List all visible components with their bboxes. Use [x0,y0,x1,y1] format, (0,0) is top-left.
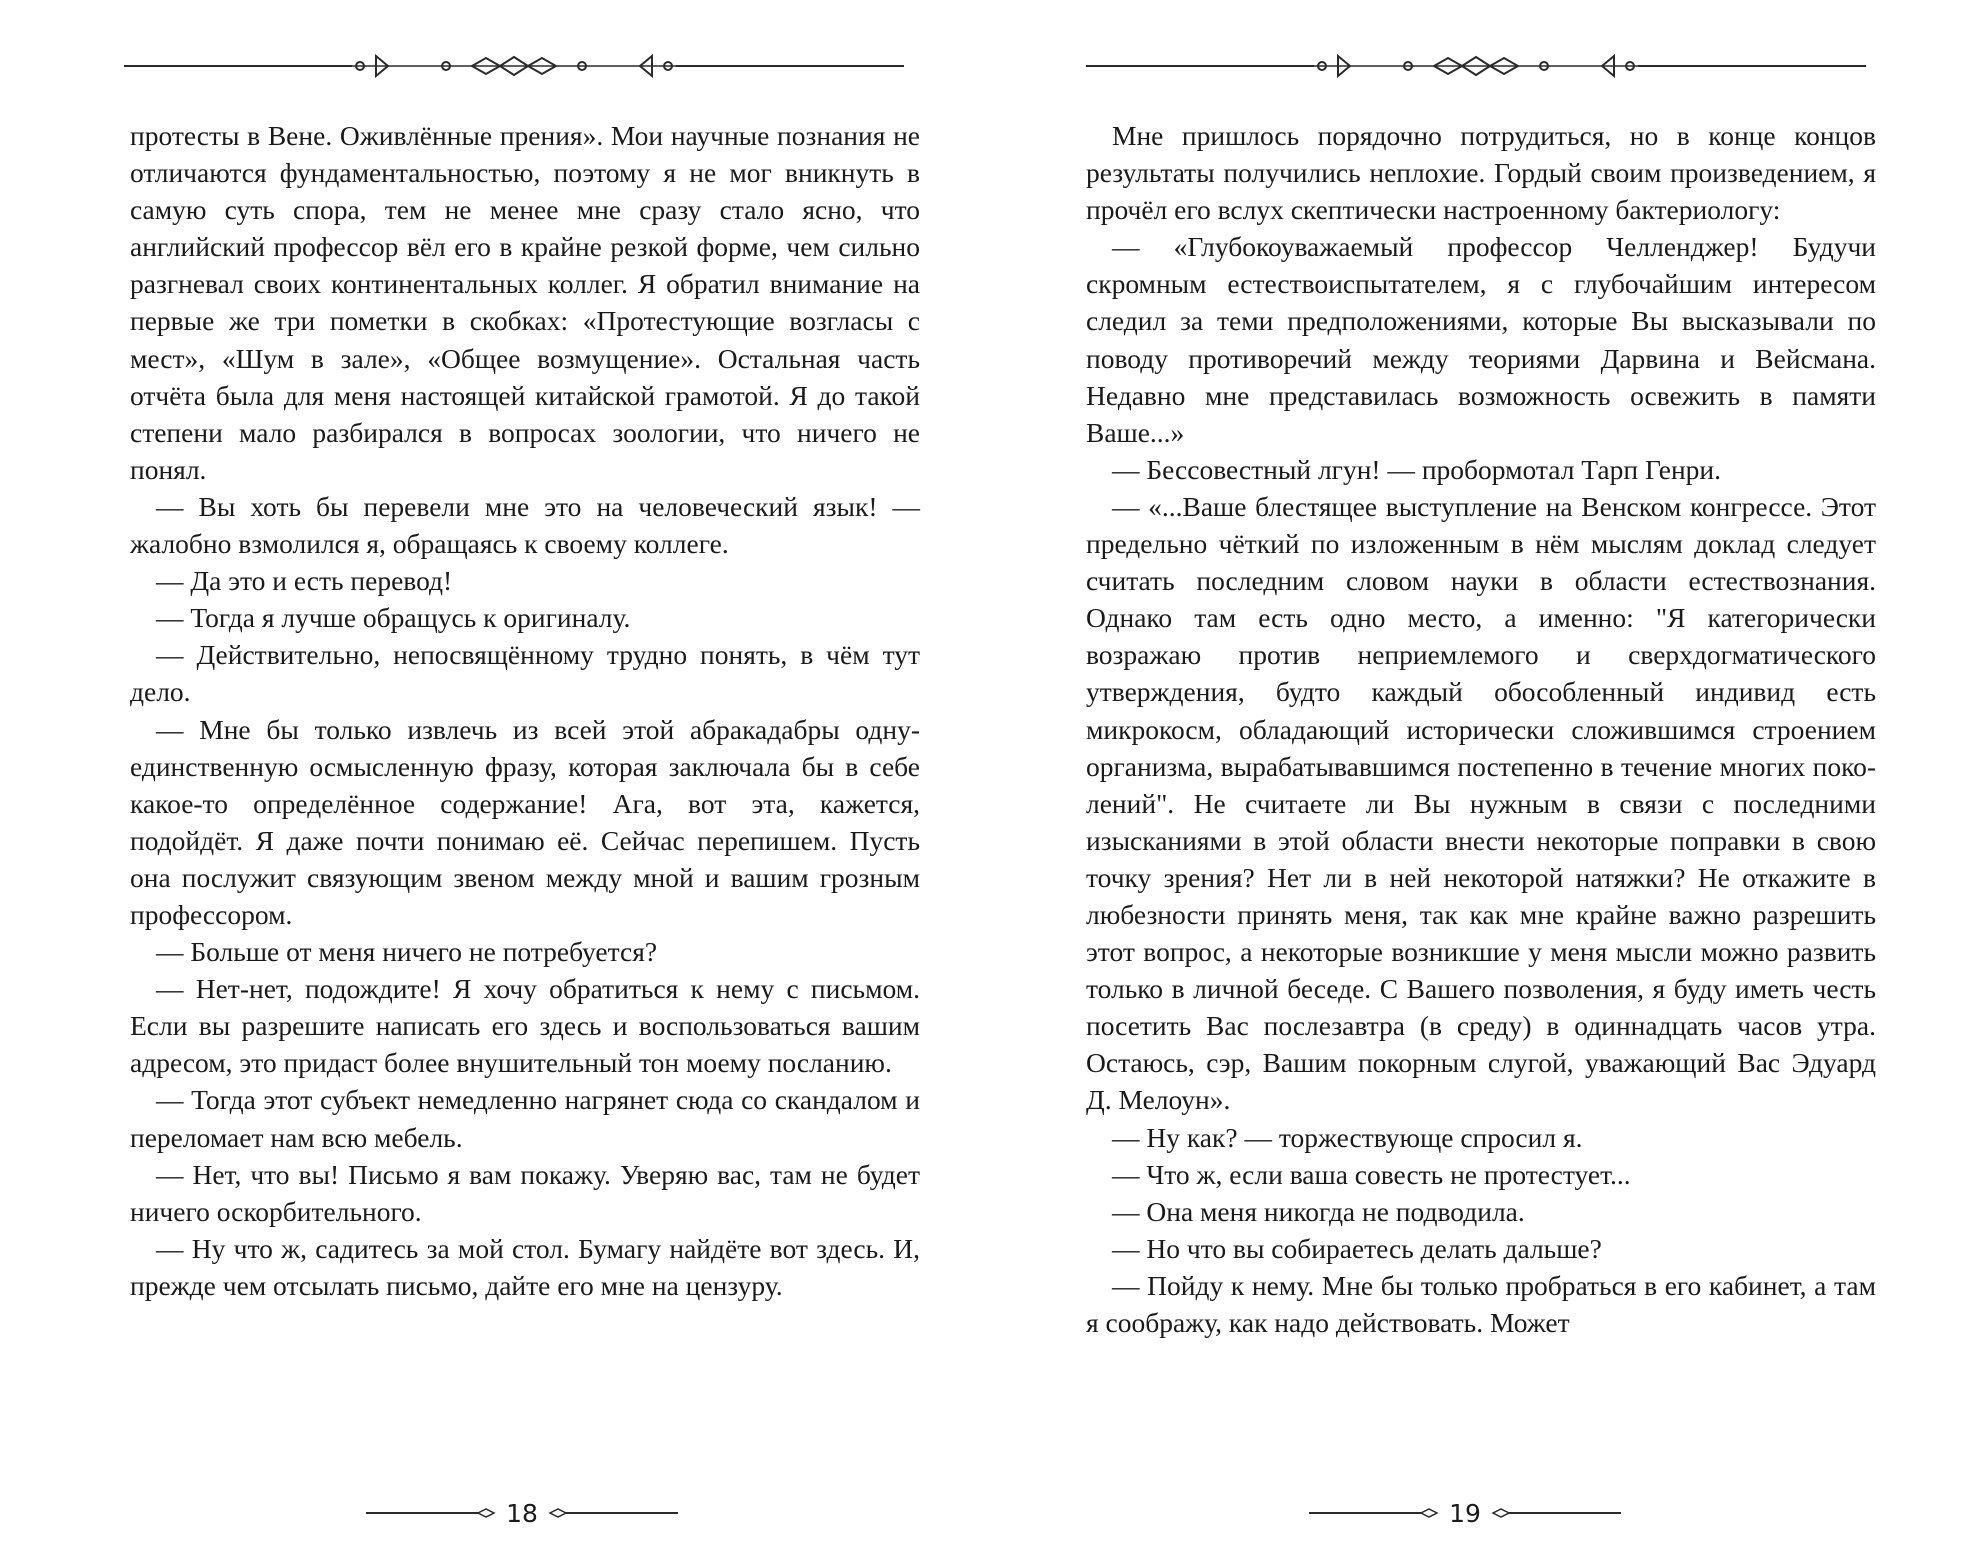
footer-rule-right [1491,1506,1621,1520]
page-text [1086,117,1876,1341]
paragraph: Мне пришлось порядочно потрудиться, но в конце концов результаты получились неплохие. Гордый своим произведением, я прочёл его вслух скептически настроенному бактериологу: [1086,120,1876,226]
paragraph: — Нет, что вы! Письмо я вам покажу. Уверяю вас, там не будет ничего оскорбительного. [130,1158,920,1227]
paragraph: протесты в Вене. Оживлённые прения». Мои научные познания не отличаются фундаментальностью, поэтому я не мог вникнуть в самую суть спора, тем не менее мне сразу стало ясно, что английский профессор вёл его в крайне резкой форме, чем сильно разгневал своих континентальных коллег. Я обратил внимание на первые же три пометки в скобках: «Протестующие возгласы с мест», «Шум в зале», «Общее возмущение». Остальная часть отчёта была для меня настоящей китайской грамотой. Я до такой степени мало разбирался в вопросах зоологии, что ничего не понял. [130,120,920,485]
paragraph: — Ну как? — торжествующе спросил я. [1112,1121,1583,1153]
paragraph: — Больше от меня ничего не потребуется? [156,936,658,968]
paragraph: — Вы хоть бы перевели мне это на человеческий язык! — жалобно взмолился я, обращаясь к своему коллеге. [130,490,920,560]
paragraph: — Тогда я лучше обращусь к оригиналу. [156,602,631,634]
footer-rule-left [366,1506,496,1520]
footer-rule-right [548,1506,678,1520]
paragraph: — Действительно, непосвящённому трудно понять, в чём тут дело. [130,639,920,708]
paragraph: — Пойду к нему. Мне бы только пробраться в его кабинет, а там я соображу, как надо действовать. Может [1086,1269,1876,1338]
paragraph: — «Глубокоуважаемый профессор Челленджер! Будучи скромным естествоиспытателем, я с глубочайшим интересом следил за теми предположениями, которые Вы высказывали по поводу противоречий между теориями Дарвина и Вейсмана. Недавно мне представилась возможность освежить в памяти Ваше...» [1086,231,1876,448]
paragraph: — Но что вы собираетесь делать дальше? [1112,1232,1602,1264]
paragraph: — Что ж, если ваша совесть не протестует... [1112,1158,1631,1190]
page-number-footer [352,1495,692,1531]
paragraph: — Нет-нет, подождите! Я хочу обратиться к нему с письмом. Если вы разрешите написать его здесь и воспользоваться вашим адресом, это придаст более внушительный тон моему посланию. [130,973,920,1079]
right-page [990,0,1979,1541]
footer-rule-left [1309,1506,1439,1520]
header-ornament [1086,46,1866,86]
paragraph: — Мне бы только извлечь из всей этой абракадабры одну-единственную осмысленную фразу, которая заключала бы в себе какое-то определённое содержание! Ага, вот эта, кажется, подойдёт. Я даже почти понимаю её. Сейчас перепишем. Пусть она послужит связующим звеном между мной и вашим грозным профессором. [130,713,920,930]
header-ornament [124,46,904,86]
page-text [130,117,920,1304]
paragraph: — Ну что ж, садитесь за мой стол. Бумагу найдёте вот здесь. И, прежде чем отсылать письмо, дайте его мне на цензуру. [130,1232,920,1301]
page-number: 18 [506,1498,538,1528]
page-number-footer [1295,1495,1635,1531]
paragraph: — Бессовестный лгун! — пробормотал Тарп Генри. [1112,453,1722,485]
page-number: 19 [1449,1498,1481,1528]
paragraph: — «...Ваше блестящее выступление на Венском конгрессе. Этот предельно чёткий по изложенным в нём мыслям доклад следует считать последним словом науки в области естествознания. Однако там есть одно место, а именно: "Я категорически возражаю против неприемлемого и сверхдогматического утверждения, будто каждый обособленный индивид есть микрокосм, обладающий исторически сложившимся строением организма, вырабатывавшимся постепенно в течение многих поколений". Не считаете ли Вы нужным в связи с последними изысканиями в этой области внести некоторые поправки в свою точку зрения? Нет ли в ней некоторой натяжки? Не откажите в любезности принять меня, так как мне крайне важно разрешить этот вопрос, а некоторые возникшие у меня мысли можно развить только в личной беседе. С Вашего позволения, я буду иметь честь посетить Вас послезавтра (в среду) в одиннадцать часов утра. Остаюсь, сэр, Вашим покорным слугой, уважающий Вас Эдуард Д. Мелоун». [1086,490,1876,1116]
paragraph: — Она меня никогда не подводила. [1112,1195,1525,1227]
paragraph: — Тогда этот субъект немедленно нагрянет сюда со скандалом и переломает нам всю мебель. [130,1084,920,1153]
paragraph: — Да это и есть перевод! [156,565,453,597]
